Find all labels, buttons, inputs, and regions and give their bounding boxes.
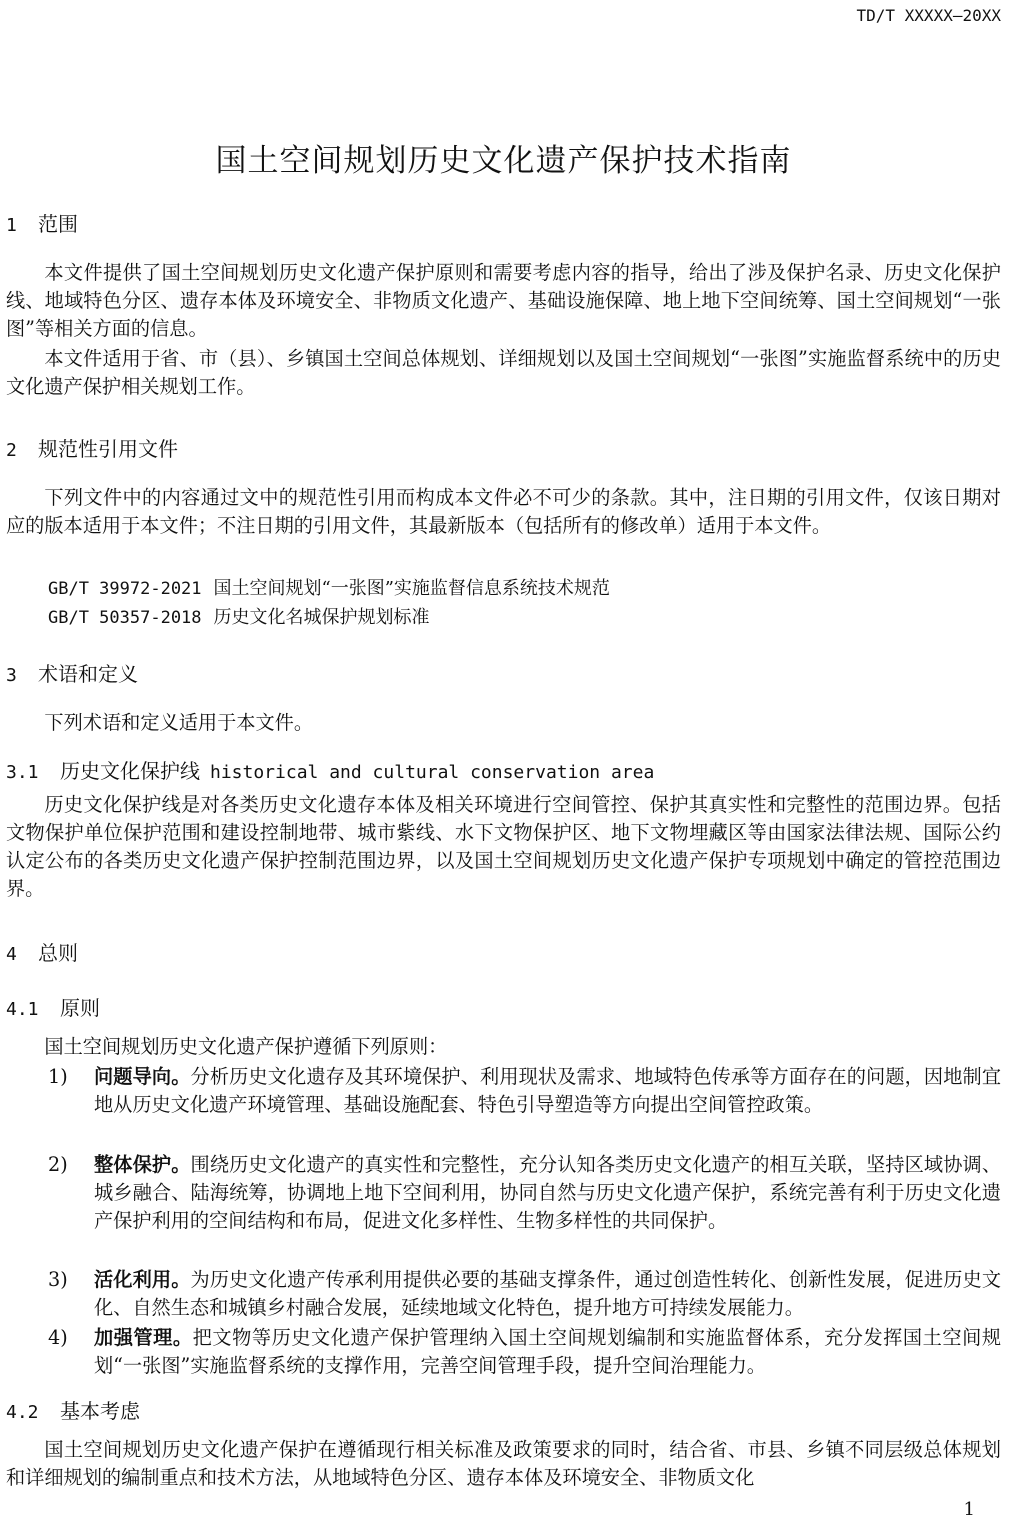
reference-title: 历史文化名城保护规划标准 [213,607,430,628]
subsection-4-2-heading [6,1395,140,1424]
section-title: 术语和定义 [38,662,138,686]
subsection-title: 基本考虑 [60,1399,140,1423]
principle-item [48,1063,1001,1119]
section-2-heading [6,433,178,462]
document-code: TD/T XXXXX—20XX [856,6,1001,25]
subsection-4-1-heading [6,992,100,1021]
normative-reference [48,603,430,629]
principle-text: 围绕历史文化遗产的真实性和完整性，充分认知各类历史文化遗产的相互关联，坚持区域协调、城乡融合、陆海统筹，协调地上地下空间利用，协同自然与历史文化遗产保护，系统完善有利于历史文化遗产保护利用的空间结构和布局，促进文化多样性、生物多样性的共同保护。 [94,1153,1002,1232]
list-marker: 2) [48,1153,68,1176]
principle-name: 问题导向。 [94,1065,191,1088]
principle-item [48,1151,1001,1235]
list-marker: 1) [48,1065,68,1088]
principle-text: 为历史文化遗产传承利用提供必要的基础支撑条件，通过创造性转化、创新性发展，促进历史文化、自然生态和城镇乡村融合发展，延续地域文化特色，提升地方可持续发展能力。 [94,1268,1002,1319]
list-marker: 3) [48,1268,68,1291]
subsection-4-2-paragraph: 国土空间规划历史文化遗产保护在遵循现行相关标准及政策要求的同时，结合省、市县、乡镇不同层级总体规划和详细规划的编制重点和技术方法，从地域特色分区、遗存本体及环境安全、非物质文化 [6,1438,1001,1489]
section-number: 2 [6,440,17,461]
section-3-paragraph-1: 下列术语和定义适用于本文件。 [44,711,314,734]
list-marker: 4) [48,1326,68,1349]
subsection-title: 原则 [60,996,100,1020]
principle-item [48,1324,1001,1380]
section-number: 1 [6,215,17,236]
principle-item [48,1266,1001,1322]
subsection-number: 3.1 [6,762,39,783]
term-title: 历史文化保护线 [60,759,200,783]
principle-name: 加强管理。 [94,1326,193,1349]
section-1-paragraph-1: 本文件提供了国土空间规划历史文化遗产保护原则和需要考虑内容的指导，给出了涉及保护名录、历史文化保护线、地域特色分区、遗存本体及环境安全、非物质文化遗产、基础设施保障、地上地下空间统筹、国土空间规划“一张图”等相关方面的信息。 [6,261,1001,340]
section-number: 4 [6,944,17,965]
section-title: 范围 [38,212,78,236]
document-title: 国土空间规划历史文化遗产保护技术指南 [215,143,792,179]
term-english: historical and cultural conservation area [210,762,655,783]
principle-name: 整体保护。 [94,1153,191,1176]
subsection-number: 4.2 [6,1402,39,1423]
section-title: 总则 [38,941,78,965]
reference-code: GB/T 39972-2021 [48,579,202,599]
reference-title: 国土空间规划“一张图”实施监督信息系统技术规范 [213,578,610,599]
section-4-heading [6,937,78,966]
subsection-3-1-paragraph: 历史文化保护线是对各类历史文化遗存本体及相关环境进行空间管控、保护其真实性和完整性的范围边界。包括文物保护单位保护范围和建设控制地带、城市紫线、水下文物保护区、地下文物埋藏区等由国家法律法规、国际公约认定公布的各类历史文化遗产保护控制范围边界，以及国土空间规划历史文化遗产保护专项规划中确定的管控范围边界。 [6,793,1001,900]
section-2-paragraph-1: 下列文件中的内容通过文中的规范性引用而构成本文件必不可少的条款。其中，注日期的引用文件，仅该日期对应的版本适用于本文件；不注日期的引用文件，其最新版本（包括所有的修改单）适用于本文件。 [6,486,1001,537]
section-1-heading [6,208,78,237]
subsection-number: 4.1 [6,999,39,1020]
principle-text: 分析历史文化遗存及其环境保护、利用现状及需求、地域特色传承等方面存在的问题，因地制宜地从历史文化遗产环境管理、基础设施配套、特色引导塑造等方向提出空间管控政策。 [94,1065,1002,1116]
section-number: 3 [6,665,17,686]
reference-code: GB/T 50357-2018 [48,608,202,628]
principle-text: 把文物等历史文化遗产保护管理纳入国土空间规划编制和实施监督体系，充分发挥国土空间规划“一张图”实施监督系统的支撑作用，完善空间管理手段，提升空间治理能力。 [94,1326,1002,1377]
principles-intro: 国土空间规划历史文化遗产保护遵循下列原则： [44,1035,448,1058]
section-title: 规范性引用文件 [38,437,178,461]
page-number: 1 [963,1499,975,1520]
section-3-heading [6,658,138,687]
subsection-3-1-heading [6,755,654,784]
normative-reference [48,574,610,600]
section-1-paragraph-2: 本文件适用于省、市（县）、乡镇国土空间总体规划、详细规划以及国土空间规划“一张图”实施监督系统中的历史文化遗产保护相关规划工作。 [6,347,1001,398]
principle-name: 活化利用。 [94,1268,191,1291]
